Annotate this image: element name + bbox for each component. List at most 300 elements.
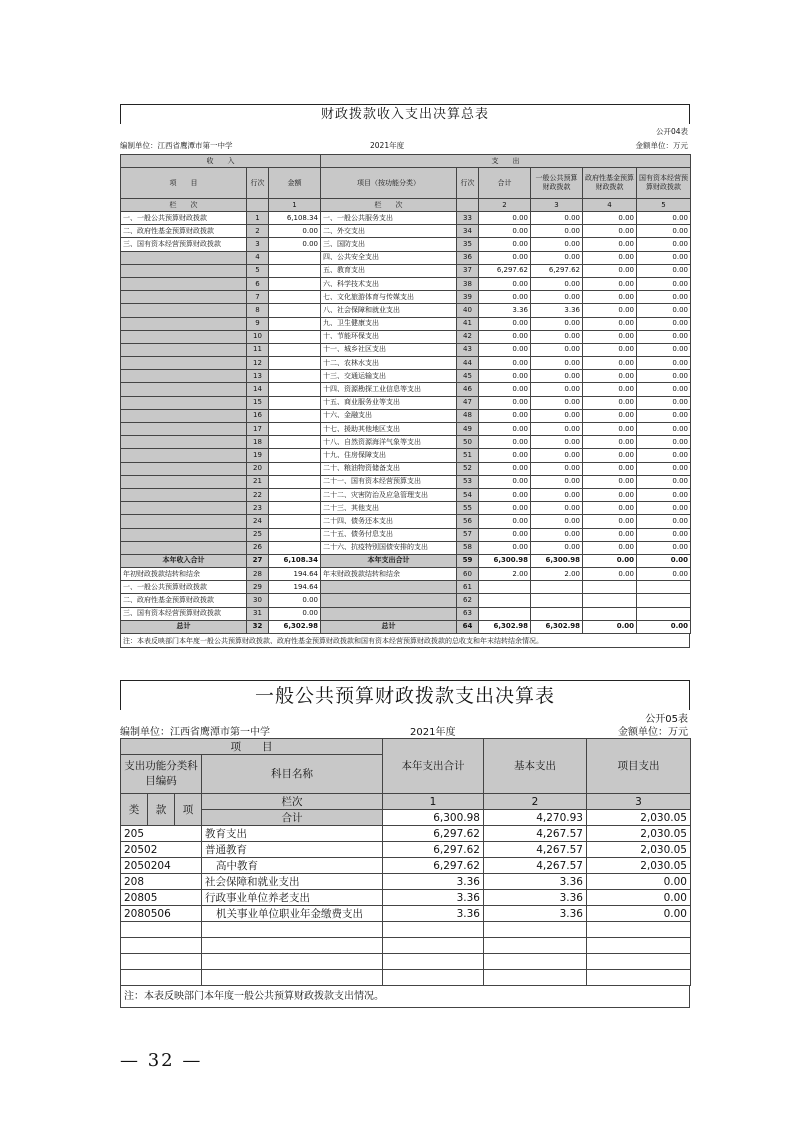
- col-index: 2: [479, 199, 531, 212]
- line-number: 50: [457, 436, 479, 449]
- col-year-total: 本年支出合计: [383, 739, 484, 794]
- table-row: [121, 826, 691, 842]
- col-index: 1: [383, 794, 484, 810]
- line-number: 37: [457, 264, 479, 277]
- line-number: 62: [457, 594, 479, 607]
- expense-gov-fund: 0.00: [583, 251, 637, 264]
- table1-year: 2021年度: [370, 141, 405, 150]
- carry-soe: 0.00: [269, 607, 321, 620]
- expense-soe: 0.00: [637, 225, 691, 238]
- income-amount: [269, 396, 321, 409]
- project-expense: 2,030.05: [587, 858, 691, 874]
- line-number: 61: [457, 581, 479, 594]
- expense-general: 0.00: [531, 317, 583, 330]
- expense-item: 十五、商业服务业等支出: [321, 396, 457, 409]
- expense-gov-fund: 0.00: [583, 212, 637, 225]
- income-amount: [269, 488, 321, 501]
- income-item: [121, 449, 247, 462]
- expense-header: 支 出: [321, 155, 691, 168]
- income-amount: [269, 515, 321, 528]
- line-number: 26: [247, 541, 269, 554]
- expense-total: 0.00: [479, 238, 531, 251]
- line-number: 9: [247, 317, 269, 330]
- expense-gov-fund: 0.00: [583, 396, 637, 409]
- line-number: 14: [247, 383, 269, 396]
- col-line: 行次: [247, 168, 269, 199]
- expense-total: 0.00: [479, 449, 531, 462]
- grand-total-soe: 0.00: [637, 620, 691, 633]
- col-amount: 金额: [269, 168, 321, 199]
- col-code: 支出功能分类科目编码: [121, 755, 202, 794]
- income-item: [121, 357, 247, 370]
- expense-total: 0.00: [479, 330, 531, 343]
- expense-soe: 0.00: [637, 502, 691, 515]
- table-row: [121, 238, 691, 251]
- line-number: 40: [457, 304, 479, 317]
- subject-name: 教育支出: [202, 826, 383, 842]
- table2-number: 公开05表: [645, 714, 688, 725]
- expense-general: 0.00: [531, 277, 583, 290]
- expense-soe: 0.00: [637, 277, 691, 290]
- lanci-exp-label: 栏 次: [321, 199, 457, 212]
- line-number: 25: [247, 528, 269, 541]
- expense-gov-fund: 0.00: [583, 317, 637, 330]
- table1-org: 编制单位：江西省鹰潭市第一中学: [120, 141, 233, 150]
- carry-gov-fund: 0.00: [269, 594, 321, 607]
- empty-row: [121, 970, 691, 986]
- expense-soe: 0.00: [637, 409, 691, 422]
- grand-total: 6,302.98: [269, 620, 321, 633]
- expense-total: 6,297.62: [479, 264, 531, 277]
- fiscal-summary-table: [120, 104, 690, 648]
- line-number: 60: [457, 568, 479, 581]
- expense-item: 十三、交通运输支出: [321, 370, 457, 383]
- year-total: 6,297.62: [383, 858, 484, 874]
- exp-total-general: 6,300.98: [531, 554, 583, 567]
- income-total-label: 本年收入合计: [121, 554, 247, 567]
- expense-general: 0.00: [531, 291, 583, 304]
- line-number: 7: [247, 291, 269, 304]
- page-number: — 32 —: [120, 1050, 203, 1071]
- income-item: [121, 383, 247, 396]
- expense-total: 0.00: [479, 277, 531, 290]
- expense-total: 0.00: [479, 502, 531, 515]
- expense-general: 6,297.62: [531, 264, 583, 277]
- line-number: 41: [457, 317, 479, 330]
- table-row: [121, 462, 691, 475]
- col-gov-fund: 政府性基金预算财政拨款: [583, 168, 637, 199]
- table2-title: 一般公共预算财政拨款支出决算表: [120, 680, 690, 710]
- col-exp-line: 行次: [457, 168, 479, 199]
- col-index: 1: [269, 199, 321, 212]
- col-index: 3: [587, 794, 691, 810]
- basic-expense: 4,267.57: [484, 842, 587, 858]
- col-project: 项 目: [121, 739, 383, 755]
- line-number: 31: [247, 607, 269, 620]
- empty-row: [121, 954, 691, 970]
- expense-item: 十六、金融支出: [321, 409, 457, 422]
- line-number: 52: [457, 462, 479, 475]
- income-header: 收 入: [121, 155, 321, 168]
- line-number: 38: [457, 277, 479, 290]
- expense-gov-fund: 0.00: [583, 488, 637, 501]
- basic-expense: 3.36: [484, 874, 587, 890]
- line-number: 5: [247, 264, 269, 277]
- expense-item: 七、文化旅游体育与传媒支出: [321, 291, 457, 304]
- expense-soe: 0.00: [637, 238, 691, 251]
- expense-item: 十一、城乡社区支出: [321, 343, 457, 356]
- expense-general: 0.00: [531, 475, 583, 488]
- total-amount: 6,300.98: [383, 810, 484, 826]
- expense-total: 0.00: [479, 409, 531, 422]
- expense-total: 0.00: [479, 357, 531, 370]
- expense-gov-fund: 0.00: [583, 304, 637, 317]
- table-row: [121, 449, 691, 462]
- expense-item: 九、卫生健康支出: [321, 317, 457, 330]
- line-number: 56: [457, 515, 479, 528]
- line-number: 1: [247, 212, 269, 225]
- expense-soe: 0.00: [637, 475, 691, 488]
- col-soe: 国有资本经营预算财政拨款: [637, 168, 691, 199]
- basic-expense: 3.36: [484, 890, 587, 906]
- lanci-label: 栏次: [202, 794, 383, 810]
- expense-general: 0.00: [531, 396, 583, 409]
- line-number: 53: [457, 475, 479, 488]
- subject-name: 机关事业单位职业年金缴费支出: [202, 906, 383, 922]
- income-amount: [269, 528, 321, 541]
- col-project-exp: 项目支出: [587, 739, 691, 794]
- expense-general: 0.00: [531, 225, 583, 238]
- table-row: [121, 291, 691, 304]
- line-number: 28: [247, 568, 269, 581]
- expense-item: 二、外交支出: [321, 225, 457, 238]
- year-total: 6,297.62: [383, 826, 484, 842]
- expense-gov-fund: 0.00: [583, 475, 637, 488]
- income-item: [121, 528, 247, 541]
- table-row: [121, 515, 691, 528]
- expense-item: 六、科学技术支出: [321, 277, 457, 290]
- table-row: [121, 423, 691, 436]
- expense-total: 0.00: [479, 291, 531, 304]
- expense-total: 0.00: [479, 462, 531, 475]
- end-label: 年末财政拨款结转和结余: [321, 568, 457, 581]
- line-number: 47: [457, 396, 479, 409]
- table-row: [121, 528, 691, 541]
- expense-item: 二十五、债务付息支出: [321, 528, 457, 541]
- subject-code: 2050204: [121, 858, 202, 874]
- income-amount: [269, 264, 321, 277]
- income-amount: [269, 475, 321, 488]
- income-amount: [269, 462, 321, 475]
- expense-total: 0.00: [479, 317, 531, 330]
- expense-general: 0.00: [531, 212, 583, 225]
- grand-total-exp: 6,302.98: [479, 620, 531, 633]
- table-row: [121, 225, 691, 238]
- table-row: [121, 890, 691, 906]
- subject-code: 20805: [121, 890, 202, 906]
- expense-general: 0.00: [531, 528, 583, 541]
- line-number: 15: [247, 396, 269, 409]
- line-number: 10: [247, 330, 269, 343]
- expense-gov-fund: 0.00: [583, 541, 637, 554]
- line-number: 19: [247, 449, 269, 462]
- basic-expense: 4,267.57: [484, 858, 587, 874]
- col-name: 科目名称: [202, 755, 383, 794]
- expense-soe: 0.00: [637, 264, 691, 277]
- table-row: [121, 488, 691, 501]
- table1-unit: 金额单位：万元: [635, 141, 688, 150]
- expense-soe: 0.00: [637, 343, 691, 356]
- line-number: 13: [247, 370, 269, 383]
- income-amount: [269, 449, 321, 462]
- expense-soe: 0.00: [637, 423, 691, 436]
- expense-general: 0.00: [531, 502, 583, 515]
- subject-code: 20502: [121, 842, 202, 858]
- table-row: [121, 383, 691, 396]
- total-label: 合计: [202, 810, 383, 826]
- table-row: [121, 436, 691, 449]
- income-item: [121, 462, 247, 475]
- income-item: 三、国有资本经营预算财政拨款: [121, 238, 247, 251]
- col-exp-item: 项目（按功能分类）: [321, 168, 457, 199]
- income-amount: [269, 317, 321, 330]
- expense-item: 五、教育支出: [321, 264, 457, 277]
- expense-soe: 0.00: [637, 515, 691, 528]
- col-basic: 基本支出: [484, 739, 587, 794]
- line-number: 30: [247, 594, 269, 607]
- expense-gov-fund: 0.00: [583, 515, 637, 528]
- expense-general: 0.00: [531, 343, 583, 356]
- line-number: 49: [457, 423, 479, 436]
- expense-total: 3.36: [479, 304, 531, 317]
- expense-general: 0.00: [531, 462, 583, 475]
- income-item: [121, 502, 247, 515]
- expense-gov-fund: 0.00: [583, 449, 637, 462]
- exp-total-soe: 0.00: [637, 554, 691, 567]
- line-number: 51: [457, 449, 479, 462]
- income-item: [121, 251, 247, 264]
- income-item: [121, 515, 247, 528]
- income-item: [121, 304, 247, 317]
- income-amount: [269, 541, 321, 554]
- line-number: 22: [247, 488, 269, 501]
- income-amount: 6,108.34: [269, 212, 321, 225]
- col-index: 2: [484, 794, 587, 810]
- income-item: 二、政府性基金预算财政拨款: [121, 225, 247, 238]
- income-item: [121, 317, 247, 330]
- line-number: 64: [457, 620, 479, 633]
- line-number: 4: [247, 251, 269, 264]
- income-item: [121, 343, 247, 356]
- income-item: [121, 541, 247, 554]
- line-number: 12: [247, 357, 269, 370]
- line-number: 48: [457, 409, 479, 422]
- expense-item: 四、公共安全支出: [321, 251, 457, 264]
- table-row: [121, 212, 691, 225]
- expense-soe: 0.00: [637, 317, 691, 330]
- col-index: 4: [583, 199, 637, 212]
- total-project: 2,030.05: [587, 810, 691, 826]
- line-number: 11: [247, 343, 269, 356]
- income-amount: 0.00: [269, 225, 321, 238]
- income-amount: [269, 291, 321, 304]
- expense-total: 0.00: [479, 436, 531, 449]
- expense-total: 0.00: [479, 225, 531, 238]
- year-total: 3.36: [383, 890, 484, 906]
- expense-soe: 0.00: [637, 304, 691, 317]
- table2-note: 注：本表反映部门本年度一般公共预算财政拨款支出情况。: [120, 986, 690, 1008]
- income-amount: [269, 423, 321, 436]
- table-row: [121, 475, 691, 488]
- grand-total-gov-fund: 0.00: [583, 620, 637, 633]
- line-number: 24: [247, 515, 269, 528]
- basic-expense: 3.36: [484, 906, 587, 922]
- table2-meta: [120, 710, 690, 738]
- expense-soe: 0.00: [637, 251, 691, 264]
- end-soe: 0.00: [637, 568, 691, 581]
- table2-org: 编制单位：江西省鹰潭市第一中学: [120, 727, 270, 738]
- expense-total: 0.00: [479, 251, 531, 264]
- expense-item: 二十四、债务还本支出: [321, 515, 457, 528]
- expense-general: 0.00: [531, 370, 583, 383]
- income-amount: [269, 357, 321, 370]
- subject-name: 社会保障和就业支出: [202, 874, 383, 890]
- income-item: [121, 488, 247, 501]
- line-number: 29: [247, 581, 269, 594]
- income-item: [121, 330, 247, 343]
- expense-soe: 0.00: [637, 449, 691, 462]
- income-item: [121, 291, 247, 304]
- expense-general: 0.00: [531, 449, 583, 462]
- carry-general-label: 一、一般公共预算财政拨款: [121, 581, 247, 594]
- expense-general: 0.00: [531, 409, 583, 422]
- line-number: 54: [457, 488, 479, 501]
- income-item: [121, 423, 247, 436]
- expense-gov-fund: 0.00: [583, 277, 637, 290]
- carry-amount: 194.64: [269, 568, 321, 581]
- line-number: 35: [457, 238, 479, 251]
- line-number: 16: [247, 409, 269, 422]
- col-general: 一般公共预算财政拨款: [531, 168, 583, 199]
- line-number: 55: [457, 502, 479, 515]
- expense-general: 0.00: [531, 436, 583, 449]
- col-item: 项 目: [121, 168, 247, 199]
- income-item: [121, 370, 247, 383]
- expense-gov-fund: 0.00: [583, 370, 637, 383]
- table-row: [121, 304, 691, 317]
- exp-total: 6,300.98: [479, 554, 531, 567]
- table2-unit: 金额单位：万元: [618, 727, 688, 738]
- grand-total-exp-label: 总计: [321, 620, 457, 633]
- expense-general: 0.00: [531, 423, 583, 436]
- expense-general: 0.00: [531, 330, 583, 343]
- table-row: [121, 343, 691, 356]
- empty-row: [121, 922, 691, 938]
- expense-soe: 0.00: [637, 383, 691, 396]
- table-row: [121, 858, 691, 874]
- table2-year: 2021年度: [410, 727, 456, 738]
- expense-soe: 0.00: [637, 330, 691, 343]
- line-number: 46: [457, 383, 479, 396]
- table-row: [121, 317, 691, 330]
- expense-total: 0.00: [479, 528, 531, 541]
- year-total: 6,297.62: [383, 842, 484, 858]
- subject-code: 208: [121, 874, 202, 890]
- table-row: [121, 906, 691, 922]
- income-amount: [269, 251, 321, 264]
- expense-gov-fund: 0.00: [583, 291, 637, 304]
- expense-item: 八、社会保障和就业支出: [321, 304, 457, 317]
- expense-general: 3.36: [531, 304, 583, 317]
- expense-general: 0.00: [531, 383, 583, 396]
- col-xiang: 项: [175, 794, 202, 826]
- table-row: [121, 357, 691, 370]
- expense-gov-fund: 0.00: [583, 462, 637, 475]
- expense-item: 二十二、灾害防治及应急管理支出: [321, 488, 457, 501]
- line-number: 44: [457, 357, 479, 370]
- subject-name: 普通教育: [202, 842, 383, 858]
- expense-soe: 0.00: [637, 396, 691, 409]
- expense-soe: 0.00: [637, 291, 691, 304]
- end-general: 2.00: [531, 568, 583, 581]
- expense-gov-fund: 0.00: [583, 264, 637, 277]
- expense-gov-fund: 0.00: [583, 343, 637, 356]
- project-expense: 2,030.05: [587, 826, 691, 842]
- table-row: [121, 541, 691, 554]
- expense-general: 0.00: [531, 251, 583, 264]
- line-number: 27: [247, 554, 269, 567]
- line-number: 36: [457, 251, 479, 264]
- expense-item: 十七、援助其他地区支出: [321, 423, 457, 436]
- expense-gov-fund: 0.00: [583, 423, 637, 436]
- lanci-label: 栏 次: [121, 199, 247, 212]
- expense-gov-fund: 0.00: [583, 436, 637, 449]
- expense-total: 0.00: [479, 383, 531, 396]
- end-gov-fund: 0.00: [583, 568, 637, 581]
- line-number: 39: [457, 291, 479, 304]
- expense-total: 0.00: [479, 475, 531, 488]
- table-row: [121, 396, 691, 409]
- table-row: [121, 264, 691, 277]
- income-item: [121, 277, 247, 290]
- expense-general: 0.00: [531, 238, 583, 251]
- income-amount: [269, 383, 321, 396]
- line-number: 43: [457, 343, 479, 356]
- table1-title: 财政拨款收入支出决算总表: [120, 104, 690, 124]
- table-row: [121, 370, 691, 383]
- income-amount: [269, 277, 321, 290]
- subject-code: 2080506: [121, 906, 202, 922]
- empty-row: [121, 938, 691, 954]
- line-number: 18: [247, 436, 269, 449]
- expense-soe: 0.00: [637, 528, 691, 541]
- expense-total: 0.00: [479, 541, 531, 554]
- general-budget-expense-table: [120, 680, 690, 1008]
- expense-gov-fund: 0.00: [583, 383, 637, 396]
- subject-name: 行政事业单位养老支出: [202, 890, 383, 906]
- line-number: 45: [457, 370, 479, 383]
- line-number: 33: [457, 212, 479, 225]
- line-number: 32: [247, 620, 269, 633]
- expense-item: 十八、自然资源海洋气象等支出: [321, 436, 457, 449]
- expense-item: 十、节能环保支出: [321, 330, 457, 343]
- line-number: 17: [247, 423, 269, 436]
- expense-soe: 0.00: [637, 436, 691, 449]
- expense-total: 0.00: [479, 212, 531, 225]
- carry-label: 年初财政拨款结转和结余: [121, 568, 247, 581]
- income-amount: [269, 502, 321, 515]
- table1-note: 注：本表反映部门本年度一般公共预算财政拨款、政府性基金预算财政拨款和国有资本经营预算财政拨款的总收支和年末结转结余情况。: [120, 634, 690, 648]
